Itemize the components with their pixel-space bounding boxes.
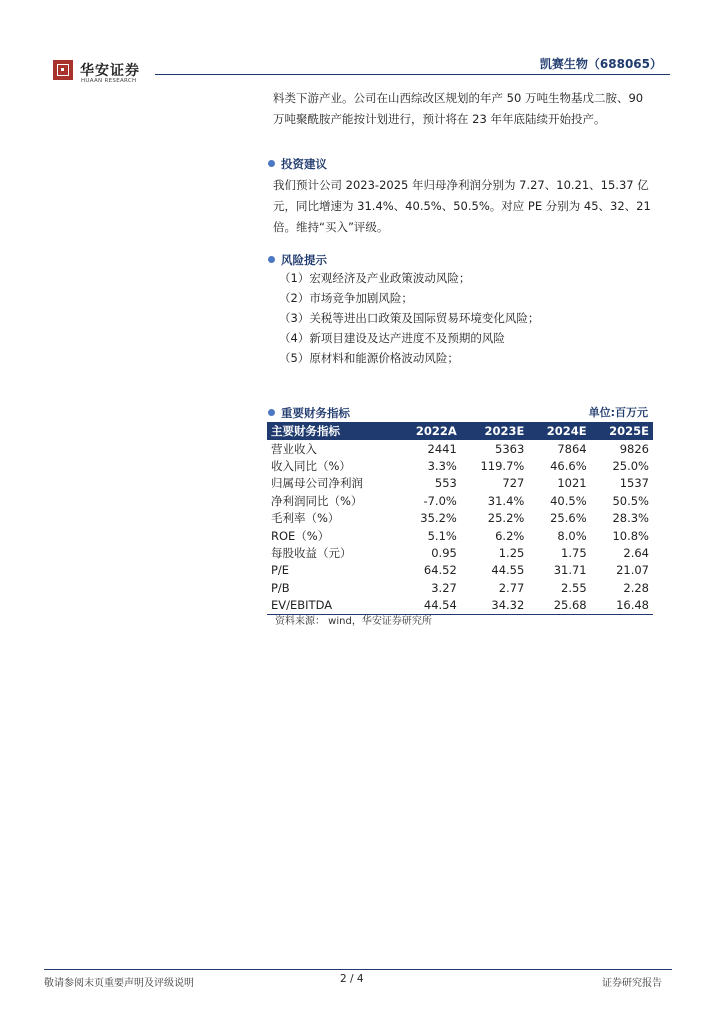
footer-rule xyxy=(44,969,672,970)
table-cell: 64.52 xyxy=(423,563,457,578)
table-cell: 31.71 xyxy=(553,563,587,578)
table-row xyxy=(267,527,653,544)
table-cell: 25.0% xyxy=(612,459,649,474)
table-section-title xyxy=(268,405,350,421)
logo-text: 华安证券 xyxy=(80,63,140,79)
column-header: 2023E xyxy=(461,422,529,440)
table-cell: 727 xyxy=(502,476,525,491)
intro-paragraph xyxy=(273,88,665,130)
risk-item: （3）关税等进出口政策及国际贸易环境变化风险； xyxy=(279,311,540,325)
table-cell: 25.2% xyxy=(487,511,525,526)
table-cell: 9826 xyxy=(619,441,649,456)
table-row xyxy=(267,457,653,474)
row-label: 收入同比（%） xyxy=(271,459,351,474)
table-cell: 2.28 xyxy=(623,580,649,595)
table-cell: 35.2% xyxy=(420,511,457,526)
table-cell: 40.5% xyxy=(550,493,587,508)
table-source-note: 资料来源： wind，华安证券研究所 xyxy=(275,616,432,627)
investment-line-1: 我们预计公司 2023-2025 年归母净利润分别为 7.27、10.21、15.37 亿 xyxy=(273,178,649,192)
column-header: 主要财务指标 xyxy=(267,422,397,440)
table-cell: 0.95 xyxy=(431,546,457,561)
footer-disclaimer: 敬请参阅末页重要声明及评级说明 xyxy=(44,978,194,989)
table-unit: 单位:百万元 xyxy=(588,406,648,419)
row-label: 毛利率（%） xyxy=(271,511,340,526)
risk-item: （2）市场竞争加剧风险； xyxy=(279,291,413,305)
row-label: 归属母公司净利润 xyxy=(271,476,363,491)
table-cell: 8.0% xyxy=(557,528,587,543)
bullet-dot-icon xyxy=(268,409,275,416)
table-cell: 1021 xyxy=(557,476,587,491)
row-label: 营业收入 xyxy=(271,441,317,456)
row-label: 净利润同比（%） xyxy=(271,493,363,508)
row-label: P/E xyxy=(271,563,290,578)
risk-item: （4）新项目建设及达产进度不及预期的风险 xyxy=(279,331,505,345)
table-cell: 1537 xyxy=(619,476,649,491)
table-cell: 10.8% xyxy=(612,528,649,543)
table-row xyxy=(267,579,653,596)
table-header-row xyxy=(267,422,653,440)
page-number: 2 / 4 xyxy=(340,973,364,985)
table-cell: 50.5% xyxy=(612,493,649,508)
investment-line-3: 倍。维持“买入”评级。 xyxy=(273,220,389,234)
intro-line-1: 料类下游产业。公司在山西综改区规划的年产 50 万吨生物基戊二胺、90 xyxy=(273,91,644,105)
table-cell: 44.55 xyxy=(491,563,525,578)
table-cell: 16.48 xyxy=(591,597,653,615)
logo-icon xyxy=(53,60,73,80)
company-title: 凯赛生物（688065） xyxy=(539,57,662,71)
table-cell: 2.55 xyxy=(561,580,587,595)
table-cell: 46.6% xyxy=(550,459,587,474)
bullet-dot-icon xyxy=(268,160,275,167)
risk-section-title xyxy=(268,252,327,268)
table-cell: 7864 xyxy=(557,441,587,456)
investment-line-2: 元，同比增速为 31.4%、40.5%、50.5%。对应 PE 分别为 45、32、21 xyxy=(273,199,651,213)
table-cell: 3.3% xyxy=(427,459,457,474)
financial-table xyxy=(267,422,653,615)
table-row xyxy=(267,544,653,561)
table-row xyxy=(267,510,653,527)
table-row xyxy=(267,492,653,509)
column-header: 2022A xyxy=(397,422,461,440)
table-cell: 34.32 xyxy=(461,597,529,615)
table-cell: 119.7% xyxy=(480,459,525,474)
table-cell: 31.4% xyxy=(487,493,525,508)
logo-subtext: HUAAN RESEARCH xyxy=(81,78,137,84)
row-label: P/B xyxy=(271,580,290,595)
table-row xyxy=(267,440,653,457)
risk-item: （1）宏观经济及产业政策波动风险； xyxy=(279,271,471,285)
column-header: 2024E xyxy=(528,422,590,440)
table-cell: 5.1% xyxy=(427,528,457,543)
table-cell: 1.25 xyxy=(498,546,525,561)
column-header: 2025E xyxy=(591,422,653,440)
table-cell: 1.75 xyxy=(561,546,587,561)
investment-paragraph xyxy=(273,175,665,238)
investment-section-title xyxy=(268,156,327,172)
risk-title-text: 风险提示 xyxy=(281,253,327,267)
table-cell: 2.64 xyxy=(623,546,649,561)
table-cell: 2.77 xyxy=(498,580,525,595)
row-label: ROE（%） xyxy=(271,528,330,543)
table-row xyxy=(267,475,653,492)
table-cell: 553 xyxy=(434,476,457,491)
table-cell: -7.0% xyxy=(423,493,457,508)
bullet-dot-icon xyxy=(268,256,275,263)
table-cell: 25.6% xyxy=(550,511,587,526)
table-cell: 21.07 xyxy=(616,563,649,578)
risk-list xyxy=(279,268,539,368)
table-cell: 44.54 xyxy=(397,597,461,615)
risk-item: （5）原材料和能源价格波动风险； xyxy=(279,351,459,365)
intro-line-2: 万吨聚酰胺产能按计划进行，预计将在 23 年年底陆续开始投产。 xyxy=(273,112,606,126)
investment-title-text: 投资建议 xyxy=(281,157,327,171)
table-cell: 28.3% xyxy=(612,511,649,526)
table-cell: 5363 xyxy=(495,441,525,456)
table-row xyxy=(267,562,653,579)
table-title-text: 重要财务指标 xyxy=(281,406,350,420)
table-cell: 6.2% xyxy=(495,528,525,543)
footer-report-type: 证券研究报告 xyxy=(602,978,662,989)
table-cell: 3.27 xyxy=(431,580,457,595)
table-cell: 25.68 xyxy=(528,597,590,615)
row-label: EV/EBITDA xyxy=(267,597,397,615)
header-rule xyxy=(155,74,670,75)
row-label: 每股收益（元） xyxy=(271,546,352,561)
table-cell: 2441 xyxy=(427,441,457,456)
